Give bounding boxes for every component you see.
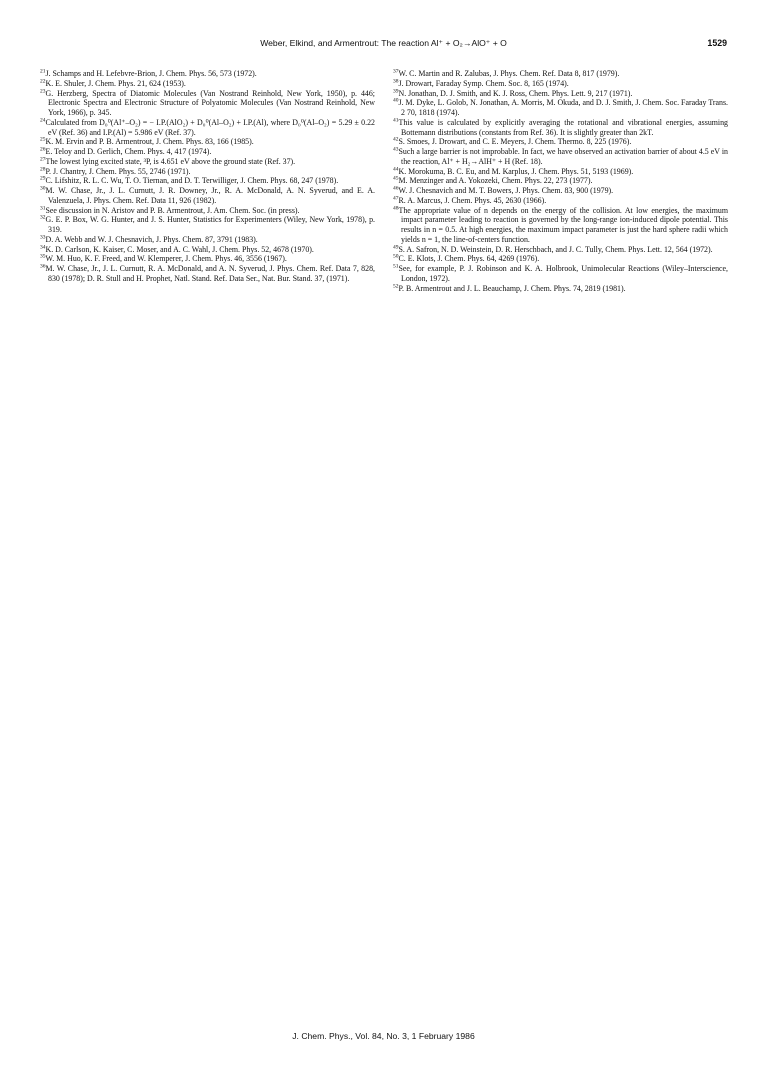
reference-text: E. Teloy and D. Gerlich, Chem. Phys. 4, 417 (1974).	[45, 147, 212, 156]
reference-number: 44	[393, 165, 399, 172]
reference-item	[393, 186, 728, 196]
reference-item	[40, 118, 375, 138]
reference-text: D. A. Webb and W. J. Chesnavich, J. Phys. Chem. 87, 3791 (1983).	[45, 234, 258, 244]
reference-text: See discussion in N. Aristov and P. B. Armentrout, J. Am. Chem. Soc. (in press).	[45, 205, 300, 215]
reference-number: 29	[40, 175, 46, 182]
reference-item	[393, 206, 728, 245]
reference-number: 50	[393, 253, 399, 260]
reference-number: 26	[40, 146, 46, 153]
reference-text: M. Menzinger and A. Yokozeki, Chem. Phys. 22, 273 (1977).	[398, 176, 593, 186]
reference-text: G. E. P. Box, W. G. Hunter, and J. S. Hunter, Statistics for Experimenters (Wiley, New York, 1978), p. 319.	[45, 215, 375, 234]
reference-text: The lowest lying excited state, ³P, is 4.651 eV above the ground state (Ref. 37).	[45, 156, 296, 166]
reference-text: C. Lifshitz, R. L. C. Wu, T. O. Tiernan, and D. T. Terwilliger, J. Chem. Phys. 68, 247 (1978).	[45, 176, 339, 186]
reference-number: 37	[393, 68, 399, 75]
reference-text: J. Drowart, Faraday Symp. Chem. Soc. 8, 165 (1974).	[398, 78, 569, 88]
reference-number: 36	[40, 263, 46, 270]
reference-text: G. Herzberg, Spectra of Diatomic Molecules (Van Nostrand Reinhold, New York, 1950), p. 446; Electronic Spectra and Electronic Structure of Polyatomic Molecules (Van Nostrand Reinhold, New York, 1966), p. 345.	[45, 88, 375, 117]
reference-text: M. W. Chase, Jr., J. L. Curnutt, J. R. Downey, Jr., R. A. McDonald, A. N. Syverud, and E. A. Valenzuela, J. Phys. Chem. Ref. Data 11, 926 (1982).	[45, 186, 375, 205]
reference-number: 35	[40, 253, 46, 260]
reference-number: 49	[393, 243, 399, 250]
reference-text: K. Morokuma, B. C. Eu, and M. Karplus, J. Chem. Phys. 51, 5193 (1969).	[398, 166, 634, 176]
reference-item	[393, 89, 728, 99]
reference-item	[40, 157, 375, 167]
reference-text: N. Jonathan, D. J. Smith, and K. J. Ross, Chem. Phys. Lett. 9, 217 (1971).	[398, 88, 633, 98]
reference-number: 45	[393, 175, 399, 182]
reference-number: 47	[393, 195, 399, 202]
reference-text: J. M. Dyke, L. Golob, N. Jonathan, A. Morris, M. Okuda, and D. J. Smith, J. Chem. Soc. Faraday Trans. 2 70, 1818 (1974).	[398, 98, 728, 117]
reference-item	[40, 215, 375, 235]
reference-text: Such a large barrier is not improbable. In fact, we have observed an activation barrier of about 4.5 eV in the reaction, Al⁺ + H₂→AlH⁺ + H (Ref. 18).	[398, 147, 728, 166]
reference-number: 30	[40, 185, 46, 192]
reference-item	[393, 167, 728, 177]
reference-text: C. E. Klots, J. Chem. Phys. 64, 4269 (1976).	[398, 254, 540, 264]
reference-item	[40, 167, 375, 177]
references-left-column	[40, 69, 375, 284]
reference-text: K. M. Ervin and P. B. Armentrout, J. Chem. Phys. 83, 166 (1985).	[45, 137, 254, 147]
reference-number: 32	[40, 214, 46, 221]
page-header	[40, 38, 727, 52]
reference-text: Calculated from D₀⁰(Al⁺–O₂) = − I.P.(AlO₂) + D₀⁰(Al–O₂) + I.P.(Al), where D₀⁰(Al–O₂) = 5.29 ± 0.22 eV (Ref. 36) and I.P.(Al) = 5.986 eV (Ref. 37).	[45, 117, 375, 137]
reference-item	[393, 264, 728, 284]
reference-number: 42	[393, 136, 399, 143]
reference-number: 28	[40, 165, 46, 172]
reference-text: W. M. Huo, K. F. Freed, and W. Klemperer, J. Chem. Phys. 46, 3556 (1967).	[45, 254, 287, 264]
journal-footer: J. Chem. Phys., Vol. 84, No. 3, 1 February 1986	[292, 1031, 475, 1041]
reference-item	[393, 284, 728, 294]
reference-text: The appropriate value of n depends on the energy of the collision. At low energies, the maximum impact parameter leading to reaction is governed by the long-range ion-induced dipole potential. This results in n = 0.5. At high energies, the maximum impact parameter is just the hard sphere radii which yields n = 1, the line-of-centers function.	[398, 205, 728, 244]
reference-item	[393, 69, 728, 79]
reference-text: W. J. Chesnavich and M. T. Bowers, J. Phys. Chem. 83, 900 (1979).	[398, 186, 614, 195]
reference-number: 40	[393, 97, 399, 104]
reference-number: 31	[40, 204, 46, 211]
reference-item	[40, 89, 375, 118]
reference-number: 25	[40, 136, 46, 143]
reference-number: 38	[393, 78, 399, 85]
reference-item	[40, 245, 375, 255]
reference-number: 46	[393, 185, 399, 192]
reference-item	[40, 264, 375, 284]
reference-item	[393, 147, 728, 167]
reference-text: P. B. Armentrout and J. L. Beauchamp, J. Chem. Phys. 74, 2819 (1981).	[398, 283, 626, 293]
reference-text: This value is calculated by explicitly averaging the rotational and vibrational energies, assuming Bottemann distributions (constants from Ref. 36). It is slightly greater than 2kT.	[398, 117, 728, 137]
reference-number: 22	[40, 78, 46, 85]
reference-number: 24	[40, 117, 46, 124]
reference-number: 33	[40, 234, 46, 241]
reference-item	[40, 254, 375, 264]
reference-number: 21	[40, 68, 46, 75]
reference-number: 23	[40, 87, 46, 94]
reference-item	[40, 235, 375, 245]
reference-item	[40, 176, 375, 186]
reference-item	[40, 186, 375, 206]
reference-item	[393, 176, 728, 186]
reference-text: K. D. Carlson, K. Kaiser, C. Moser, and A. C. Wahl, J. Chem. Phys. 52, 4678 (1970).	[45, 244, 314, 254]
reference-number: 51	[393, 263, 399, 270]
reference-item	[40, 79, 375, 89]
reference-item	[393, 137, 728, 147]
reference-item	[40, 137, 375, 147]
reference-text: P. J. Chantry, J. Chem. Phys. 55, 2746 (1971).	[45, 166, 191, 176]
reference-text: M. W. Chase, Jr., J. L. Curnutt, R. A. McDonald, and A. N. Syverud, J. Phys. Chem. Ref. Data 7, 828, 830 (1978); D. R. Stull and H. Prophet, Natl. Stand. Ref. Data Ser., Nat. Bur. Stand. 37, (1971).	[45, 264, 375, 283]
reference-item	[393, 118, 728, 138]
reference-text: W. C. Martin and R. Zalubas, J. Phys. Chem. Ref. Data 8, 817 (1979).	[398, 69, 620, 78]
reference-text: S. Smoes, J. Drowart, and C. E. Meyers, J. Chem. Thermo. 8, 225 (1976).	[398, 137, 632, 147]
reference-number: 27	[40, 156, 46, 163]
reference-item	[40, 69, 375, 79]
reference-item	[393, 196, 728, 206]
reference-item	[393, 254, 728, 264]
reference-text: J. Schamps and H. Lefebvre-Brion, J. Chem. Phys. 56, 573 (1972).	[45, 69, 257, 78]
reference-item	[40, 206, 375, 216]
reference-number: 34	[40, 243, 46, 250]
running-title: Weber, Elkind, and Armentrout: The reaction Al⁺ + O₂→AlO⁺ + O	[260, 38, 507, 48]
reference-number: 41	[393, 117, 399, 124]
reference-number: 48	[393, 204, 399, 211]
reference-text: S. A. Safron, N. D. Weinstein, D. R. Herschbach, and J. C. Tully, Chem. Phys. Lett. 12, 564 (1972).	[398, 244, 713, 254]
reference-number: 39	[393, 87, 399, 94]
reference-text: See, for example, P. J. Robinson and K. A. Holbrook, Unimolecular Reactions (Wiley–Interscience, London, 1972).	[398, 264, 728, 283]
reference-number: 52	[393, 282, 399, 289]
reference-text: K. E. Shuler, J. Chem. Phys. 21, 624 (1953).	[45, 78, 186, 88]
reference-number: 43	[393, 146, 399, 153]
reference-text: R. A. Marcus, J. Chem. Phys. 45, 2630 (1966).	[398, 195, 547, 205]
page-number: 1529	[707, 38, 727, 48]
references-right-column	[393, 69, 728, 293]
reference-item	[393, 98, 728, 118]
reference-item	[393, 245, 728, 255]
reference-item	[393, 79, 728, 89]
reference-item	[40, 147, 375, 157]
